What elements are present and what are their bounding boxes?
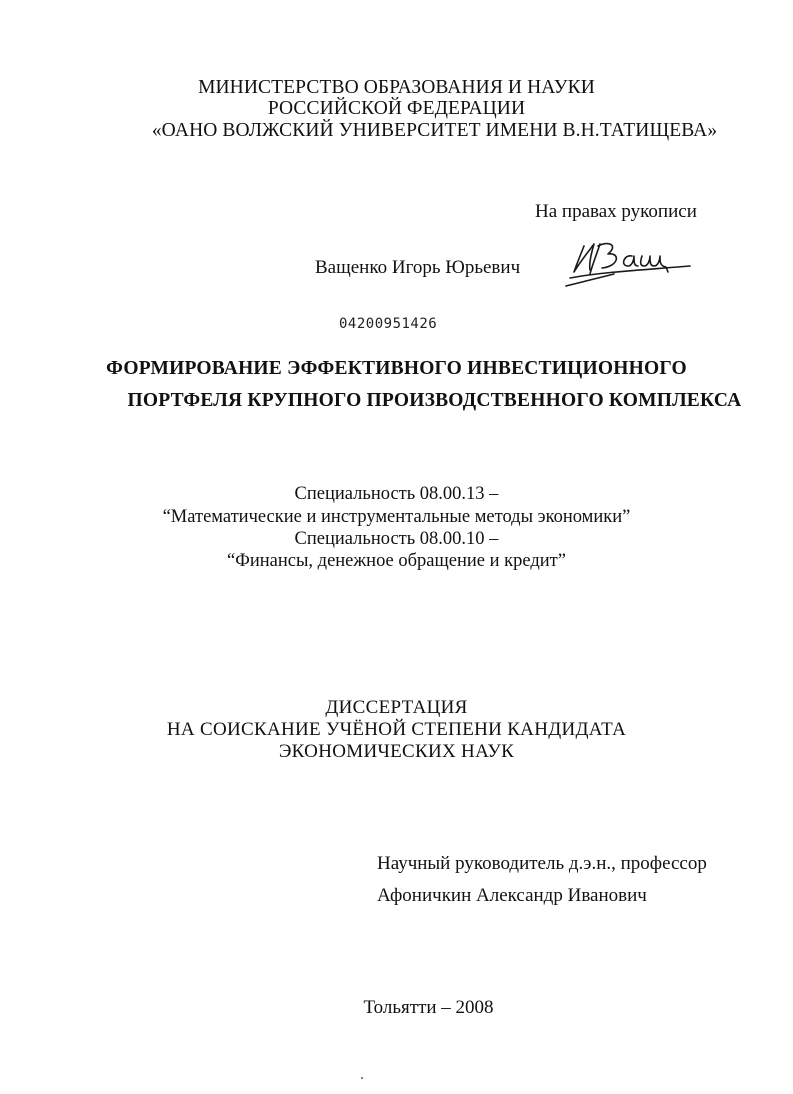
specialty-1-name: “Математические и инструментальные методы экономики” <box>162 507 631 527</box>
author-name: Ващенко Игорь Юрьевич <box>315 257 521 278</box>
specialty-2: Специальность 08.00.10 – <box>294 529 499 549</box>
supervisor-role: Научный руководитель д.э.н., профессор <box>377 853 707 874</box>
scan-speck <box>361 1077 363 1079</box>
ministry-line: МИНИСТЕРСТВО ОБРАЗОВАНИЯ И НАУКИ <box>198 77 595 98</box>
specialty-2-name: “Финансы, денежное обращение и кредит” <box>227 551 566 571</box>
degree-line: НА СОИСКАНИЕ УЧЁНОЙ СТЕПЕНИ КАНДИДАТА <box>166 719 627 740</box>
university-line: «ОАНО ВОЛЖСКИЙ УНИВЕРСИТЕТ ИМЕНИ В.Н.ТАТИЩЕВА» <box>151 120 718 141</box>
federation-line: РОССИЙСКОЙ ФЕДЕРАЦИИ <box>267 98 526 119</box>
supervisor-name: Афоничкин Александр Иванович <box>377 885 647 906</box>
title-line-1: ФОРМИРОВАНИЕ ЭФФЕКТИВНОГО ИНВЕСТИЦИОННОГО <box>106 358 687 379</box>
title-line-2: ПОРТФЕЛЯ КРУПНОГО ПРОИЗВОДСТВЕННОГО КОМПЛЕКСА <box>127 390 742 411</box>
dissertation-heading: ДИССЕРТАЦИЯ <box>325 697 468 718</box>
specialty-1: Специальность 08.00.13 – <box>294 484 499 504</box>
city-year: Тольятти – 2008 <box>363 997 494 1018</box>
registration-code: 04200951426 <box>339 316 438 332</box>
science-field-line: ЭКОНОМИЧЕСКИХ НАУК <box>278 741 515 762</box>
manuscript-note: На правах рукописи <box>535 201 697 222</box>
author-signature <box>562 232 702 292</box>
